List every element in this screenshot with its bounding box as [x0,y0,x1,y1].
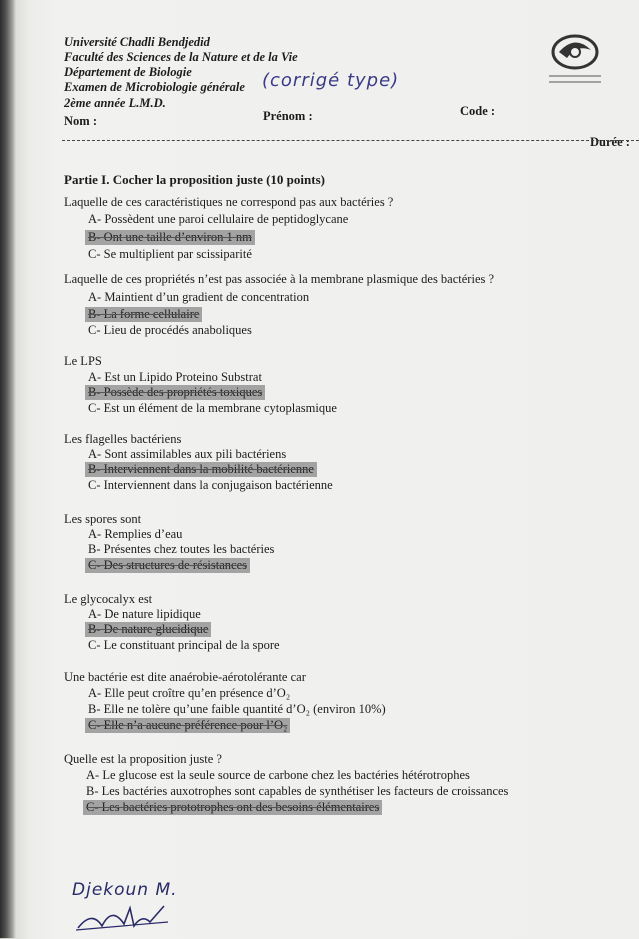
q3-option-c[interactable]: C- Est un élément de la membrane cytoplasmique [88,401,337,415]
q7-option-a[interactable]: A- Elle peut croître qu’en présence d’O₂ [88,686,291,700]
prenom-label: Prénom : [263,109,313,123]
question-1: Laquelle de ces caractéristiques ne correspond pas aux bactéries ? [64,195,394,209]
university-logo [545,28,605,88]
q5-option-c-correct[interactable]: C- Des structures de résistances [85,558,250,573]
q8-option-c-correct[interactable]: C- Les bactéries prototrophes ont des besoins élémentaires [83,800,382,815]
q3-option-b-correct[interactable]: B- Possède des propriétés toxiques [85,385,265,400]
q4-option-c[interactable]: C- Interviennent dans la conjugaison bactérienne [88,478,333,492]
duree-label: Durée : [590,135,630,149]
question-2: Laquelle de ces propriétés n’est pas associée à la membrane plasmique des bactéries ? [64,272,495,286]
question-8: Quelle est la proposition juste ? [64,752,222,766]
code-label: Code : [460,104,496,118]
q2-option-b-correct[interactable]: B- La forme cellulaire [85,307,202,322]
q4-option-b-correct[interactable]: B- Interviennent dans la mobilité bactérienne [85,462,317,477]
question-4: Les flagelles bactériens [64,432,182,446]
q5-option-b[interactable]: B- Présentes chez toutes les bactéries [88,542,275,556]
page-edge-shadow [0,0,16,938]
signature-name: Djekoun M. [72,880,178,900]
q7-option-b[interactable]: B- Elle ne tolère qu’une faible quantité d’O₂ (environ 10%) [88,702,386,716]
department-name: Département de Biologie [64,65,192,79]
university-name: Université Chadli Bendjedid [64,35,210,49]
faculty-name: Faculté des Sciences de la Nature et de la Vie [64,50,298,64]
q8-option-b[interactable]: B- Les bactéries auxotrophes sont capables de synthétiser les facteurs de croissances [86,784,509,798]
q6-option-a[interactable]: A- De nature lipidique [88,607,201,621]
question-7: Une bactérie est dite anaérobie-aérotolérante car [64,670,306,684]
q8-option-a[interactable]: A- Le glucose est la seule source de carbone chez les bactéries hétérotrophes [86,768,470,782]
year-level: 2ème année L.M.D. [64,96,166,110]
teacher-signature [72,880,178,939]
exam-title: Examen de Microbiologie générale [64,80,245,94]
q6-option-c[interactable]: C- Le constituant principal de la spore [88,638,280,652]
nom-label: Nom : [64,114,97,128]
question-3: Le LPS [64,354,102,368]
header-separator [62,140,639,141]
part-title: Partie I. Cocher la proposition juste (10 points) [64,172,325,187]
q5-option-a[interactable]: A- Remplies d’eau [88,527,183,541]
q1-option-c[interactable]: C- Se multiplient par scissiparité [88,247,252,261]
q2-option-a[interactable]: A- Maintient d’un gradient de concentration [88,290,310,304]
signature-scribble [72,900,172,934]
q4-option-a[interactable]: A- Sont assimilables aux pili bactériens [88,447,287,461]
question-6: Le glycocalyx est [64,592,153,606]
handwritten-corrige-note: (corrigé type) [262,70,400,91]
q1-option-a[interactable]: A- Possèdent une paroi cellulaire de peptidoglycane [88,212,349,226]
q2-option-c[interactable]: C- Lieu de procédés anaboliques [88,323,252,337]
q6-option-b-correct[interactable]: B- De nature glucidique [85,622,211,637]
q7-option-c-correct[interactable]: C- Elle n’a aucune préférence pour l’O₂ [85,718,290,733]
q1-option-b-correct[interactable]: B- Ont une taille d’environ 1 nm [85,230,255,245]
q3-option-a[interactable]: A- Est un Lipido Proteino Substrat [88,370,262,384]
question-5: Les spores sont [64,512,142,526]
